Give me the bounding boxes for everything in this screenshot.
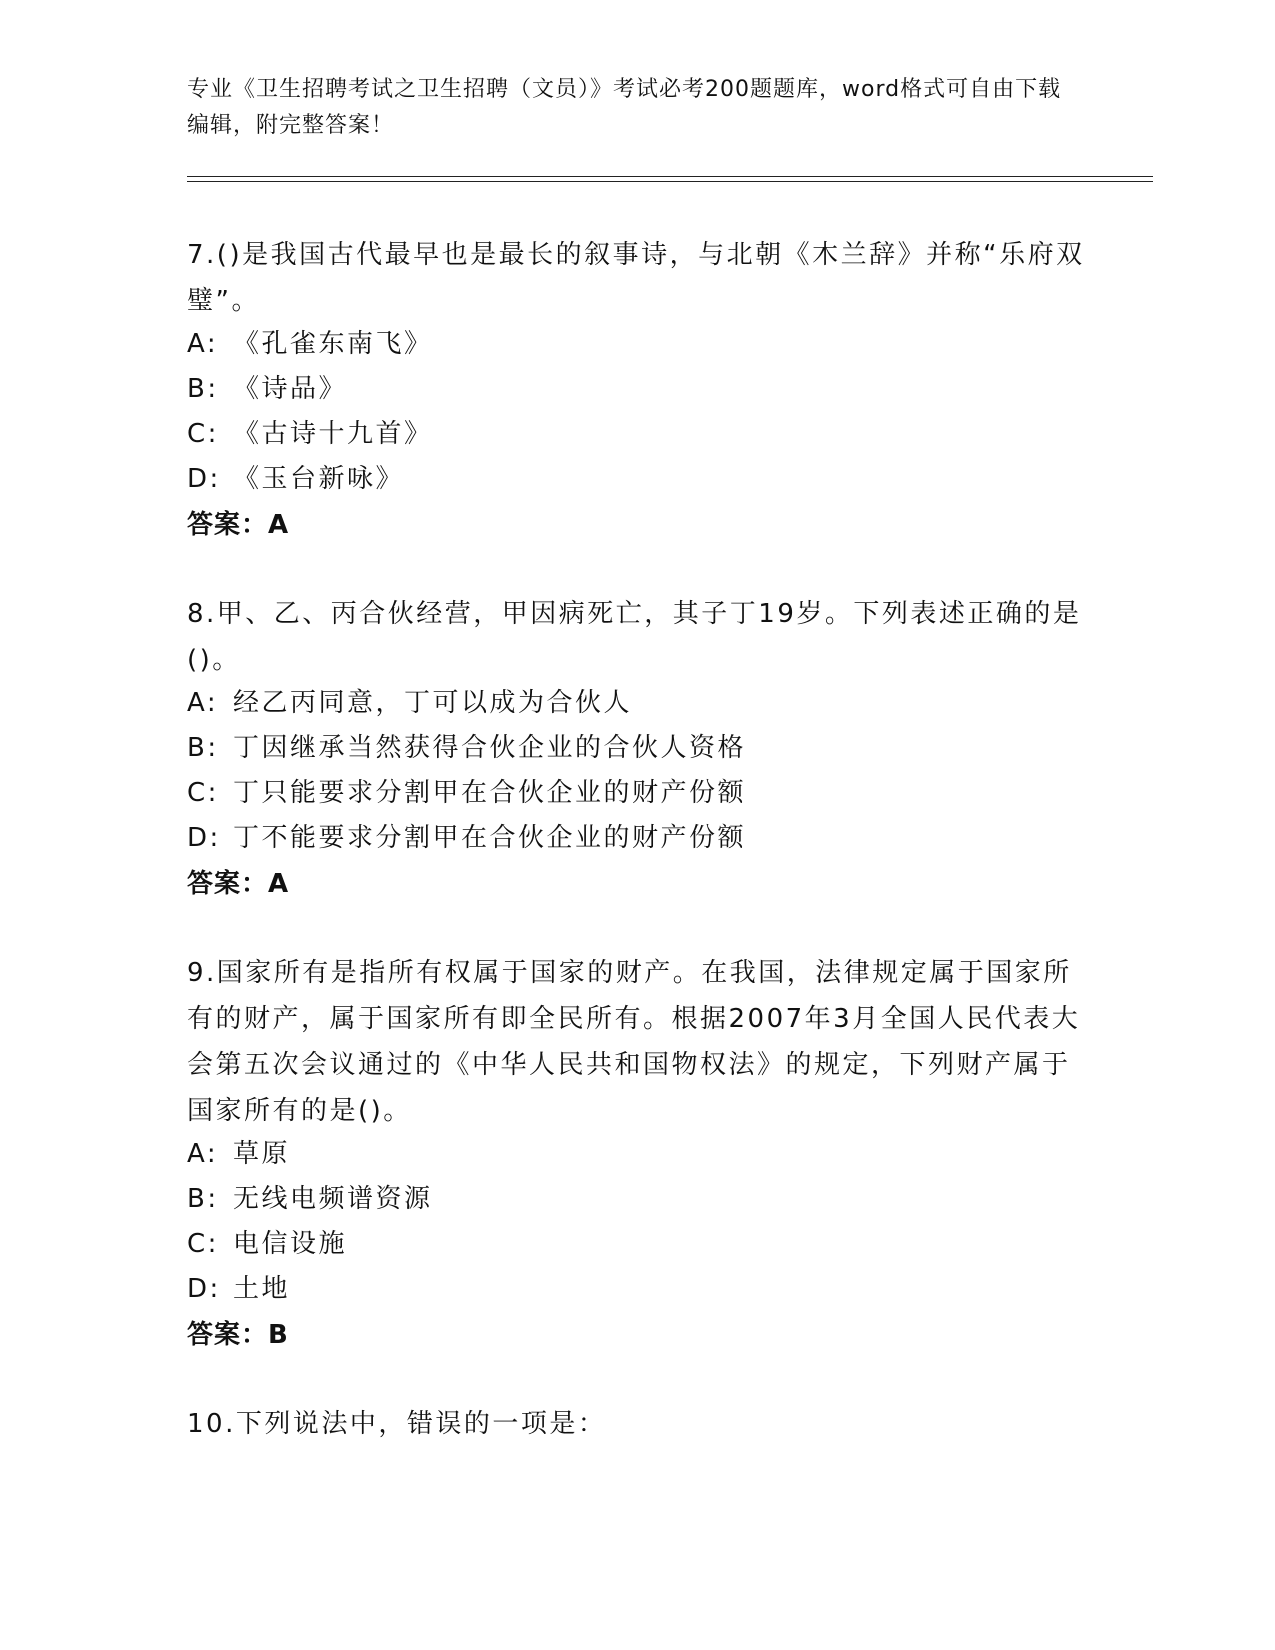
question-stem: 7.()是我国古代最早也是最长的叙事诗，与北朝《木兰辞》并称“乐府双璧”。 [187,240,1085,316]
option-text: 丁不能要求分割甲在合伙企业的财产份额 [233,823,747,853]
option-d [187,816,1087,861]
question-10 [187,1401,1087,1447]
option-a [187,1132,1087,1177]
header-divider-bottom [187,181,1153,182]
option-letter: A: [187,1139,219,1169]
option-letter: B: [187,1184,219,1214]
option-text: 电信设施 [233,1229,348,1259]
option-letter: D: [187,464,221,494]
question-list [187,232,1087,1488]
option-letter: B: [187,374,219,404]
option-text: 《孔雀东南飞》 [233,329,433,359]
answer-line: 答案：A [187,869,290,899]
option-letter: C: [187,419,219,449]
question-8 [187,591,1087,907]
option-letter: B: [187,733,219,763]
document-intro: 专业《卫生招聘考试之卫生招聘（文员）》考试必考200题题库，word格式可自由下载编辑，附完整答案！ [187,77,1062,138]
option-d [187,457,1087,502]
option-c [187,1222,1087,1267]
question-stem: 10.下列说法中，错误的一项是： [187,1409,607,1439]
option-text: 《诗品》 [233,374,348,404]
option-text: 丁因继承当然获得合伙企业的合伙人资格 [233,733,747,763]
question-stem: 9.国家所有是指所有权属于国家的财产。在我国，法律规定属于国家所有的财产，属于国家所有即全民所有。根据2007年3月全国人民代表大会第五次会议通过的《中华人民共和国物权法》的规定，下列财产属于国家所有的是()。 [187,958,1081,1126]
option-d [187,1267,1087,1312]
option-text: 《玉台新咏》 [233,464,405,494]
header-divider-top [187,176,1153,177]
option-b [187,367,1087,412]
option-c [187,771,1087,816]
option-text: 无线电频谱资源 [233,1184,433,1214]
question-7 [187,232,1087,548]
option-text: 草原 [233,1139,291,1169]
option-letter: D: [187,823,221,853]
answer-line: 答案：B [187,1320,289,1350]
question-9 [187,950,1087,1358]
option-letter: A: [187,329,219,359]
option-c [187,412,1087,457]
option-letter: C: [187,1229,219,1259]
option-letter: C: [187,778,219,808]
option-text: 丁只能要求分割甲在合伙企业的财产份额 [233,778,747,808]
option-letter: D: [187,1274,221,1304]
option-b [187,726,1087,771]
option-text: 《古诗十九首》 [233,419,433,449]
question-stem: 8.甲、乙、丙合伙经营，甲因病死亡，其子丁19岁。下列表述正确的是()。 [187,599,1082,675]
option-b [187,1177,1087,1222]
option-text: 经乙丙同意，丁可以成为合伙人 [233,688,633,718]
option-letter: A: [187,688,219,718]
option-a [187,322,1087,367]
answer-line: 答案：A [187,510,290,540]
option-a [187,681,1087,726]
option-text: 土地 [233,1274,291,1304]
